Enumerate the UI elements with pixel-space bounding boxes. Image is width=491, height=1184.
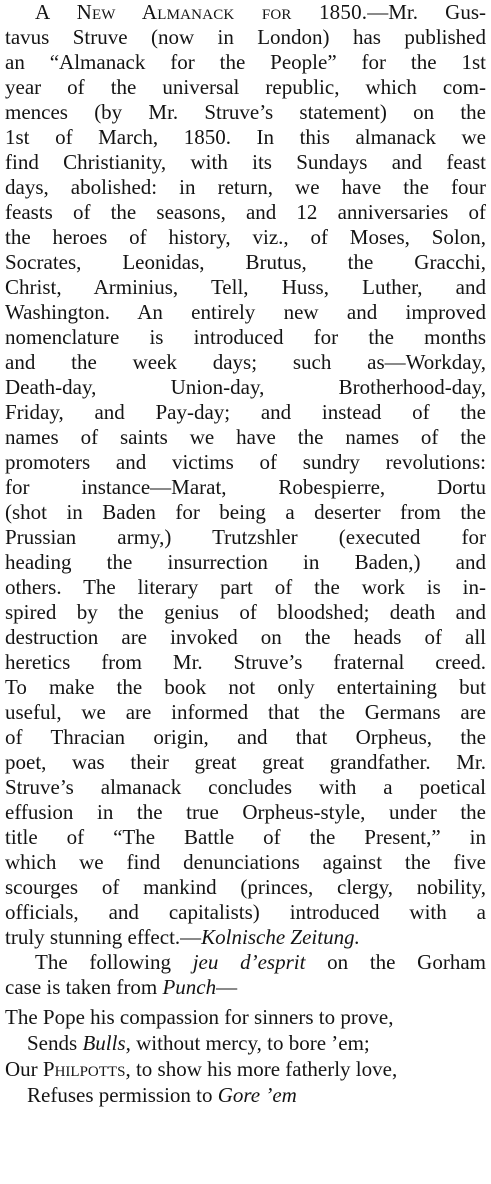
almanack-paragraph (5, 0, 486, 25)
punch-poem (5, 1004, 486, 1108)
text-run: Refuses permission to (27, 1083, 218, 1107)
paragraph-line: promoters and victims of sundry revolutions: (5, 450, 486, 474)
text-run: , without mercy, to bore ’em; (125, 1031, 370, 1055)
paragraph-line: names of saints we have the names of the (5, 425, 486, 449)
italic-source: Punch (162, 975, 217, 999)
almanack-paragraph-continuation (5, 25, 486, 950)
paragraph-line: year of the universal republic, which com- (5, 75, 486, 99)
paragraph-line: Struve’s almanack concludes with a poetical (5, 775, 486, 799)
source-dash: — (180, 925, 202, 949)
italic-phrase: jeu d’esprit (192, 950, 306, 974)
paragraph-line: (shot in Baden for being a deserter from the (5, 500, 486, 524)
text-run: truly stunning effect. (5, 925, 181, 949)
gorham-intro-continuation (5, 975, 486, 1000)
newspaper-column (5, 0, 486, 1184)
paragraph-line: spired by the genius of bloodshed; death and (5, 600, 486, 624)
poem-line-2 (5, 1030, 486, 1056)
smallcaps-name: Philpotts (42, 1057, 126, 1081)
paragraph-line: destruction are invoked on the heads of all (5, 625, 486, 649)
paragraph-line: which we find denunciations against the five (5, 850, 486, 874)
paragraph-line: the heroes of history, viz., of Moses, Solon, (5, 225, 486, 249)
gorham-intro-paragraph (5, 950, 486, 975)
text-run: Sends (27, 1031, 83, 1055)
paragraph-line: nomenclature is introduced for the months (5, 325, 486, 349)
paragraph-line (35, 950, 486, 975)
paragraph-line: scourges of mankind (princes, clergy, nobility, (5, 875, 486, 899)
poem-line-3 (5, 1056, 486, 1082)
paragraph-line: officials, and capitalists) introduced with a (5, 900, 486, 924)
paragraph-line: title of “The Battle of the Present,” in (5, 825, 486, 849)
paragraph-line: —Mr. Gus- (367, 0, 486, 24)
paragraph-line: for instance—Marat, Robespierre, Dortu (5, 475, 486, 499)
paragraph-line: others. The literary part of the work is in- (5, 575, 486, 599)
poem-line-1: The Pope his compassion for sinners to prove, (5, 1005, 394, 1029)
italic-word: Gore ’em (217, 1083, 297, 1107)
paragraph-line: Washington. An entirely new and improved (5, 300, 486, 324)
paragraph-line: find Christianity, with its Sundays and feast (5, 150, 486, 174)
paragraph-line: poet, was their great great grandfather. Mr. (5, 750, 486, 774)
paragraph-line: Christ, Arminius, Tell, Huss, Luther, and (5, 275, 486, 299)
paragraph-line: Friday, and Pay-day; and instead of the (5, 400, 486, 424)
paragraph-line: of Thracian origin, and that Orpheus, the (5, 725, 486, 749)
paragraph-line: an “Almanack for the People” for the 1st (5, 50, 486, 74)
italic-word: Bulls (82, 1031, 126, 1055)
paragraph-line: heretics from Mr. Struve’s fraternal creed. (5, 650, 486, 674)
paragraph-line: mences (by Mr. Struve’s statement) on the (5, 100, 486, 124)
paragraph-line: Prussian army,) Trutzshler (executed for (5, 525, 486, 549)
paragraph-last-line (5, 925, 486, 950)
poem-line-4 (5, 1082, 486, 1108)
text-run: Our (5, 1057, 43, 1081)
paragraph-line: heading the insurrection in Baden,) and (5, 550, 486, 574)
paragraph-line: To make the book not only entertaining but (5, 675, 486, 699)
source-citation: Kolnische Zeitung. (201, 925, 360, 949)
paragraph-line: Socrates, Leonidas, Brutus, the Gracchi, (5, 250, 486, 274)
text-run: , to show his more fatherly love, (125, 1057, 398, 1081)
paragraph-line: useful, we are informed that the Germans are (5, 700, 486, 724)
article-heading: A New Almanack for 1850. (35, 0, 368, 24)
text-run: The following (35, 950, 193, 974)
paragraph-line (5, 975, 486, 1000)
paragraph-line: days, abolished: in return, we have the four (5, 175, 486, 199)
paragraph-line: effusion in the true Orpheus-style, under the (5, 800, 486, 824)
paragraph-first-line (35, 0, 486, 25)
text-run: on the Gorham (305, 950, 486, 974)
text-run: — (216, 975, 238, 999)
paragraph-line: tavus Struve (now in London) has published (5, 25, 486, 49)
paragraph-line: and the week days; such as—Workday, (5, 350, 486, 374)
paragraph-line: Death-day, Union-day, Brotherhood-day, (5, 375, 486, 399)
paragraph-line: 1st of March, 1850. In this almanack we (5, 125, 486, 149)
paragraph-line: feasts of the seasons, and 12 anniversaries of (5, 200, 486, 224)
text-run: case is taken from (5, 975, 163, 999)
